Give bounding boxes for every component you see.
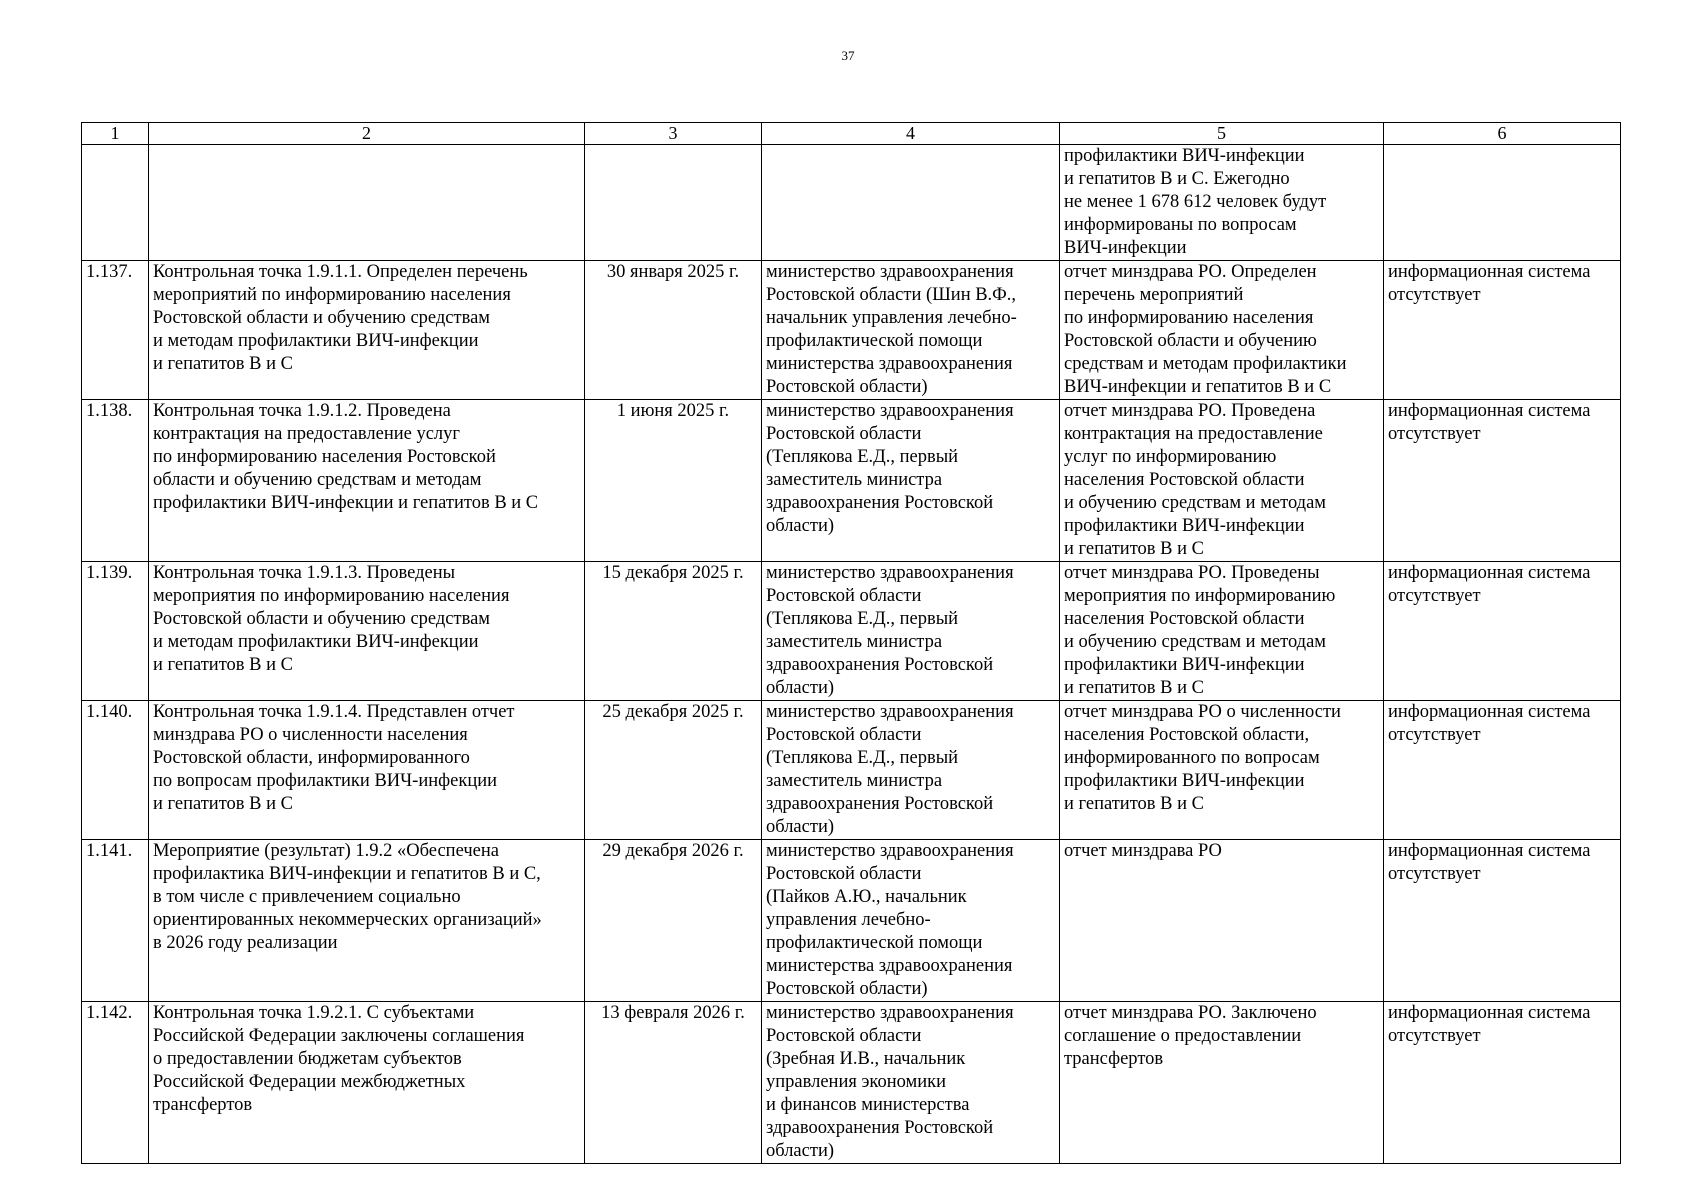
column-header: 3 [585, 123, 762, 145]
deadline-date: 29 декабря 2026 г. [585, 840, 762, 1002]
responsible-party: министерство здравоохранения Ростовской области (Теплякова Е.Д., первый заместитель министра здравоохранения Ростовской области) [762, 701, 1060, 840]
table-row [82, 400, 1621, 562]
activity-name: Контрольная точка 1.9.1.3. Проведены мероприятия по информированию населения Ростовской области и обучению средствам и методам профилактики ВИЧ-инфекции и гепатитов В и С [149, 562, 585, 701]
information-system: информационная система отсутствует [1384, 400, 1621, 562]
result-description: отчет минздрава РО. Проведены мероприятия по информированию населения Ростовской области и обучению средствам и методам профилактики ВИЧ-инфекции и гепатитов В и С [1060, 562, 1384, 701]
deadline-date: 15 декабря 2025 г. [585, 562, 762, 701]
column-header: 1 [82, 123, 149, 145]
activity-name: Контрольная точка 1.9.2.1. С субъектами Российской Федерации заключены соглашения о предоставлении бюджетам субъектов Российской Федерации межбюджетных трансфертов [149, 1002, 585, 1164]
row-number [82, 145, 149, 261]
deadline-date: 30 января 2025 г. [585, 261, 762, 400]
information-system: информационная система отсутствует [1384, 1002, 1621, 1164]
activities-table [81, 122, 1621, 1164]
row-number: 1.140. [82, 701, 149, 840]
responsible-party [762, 145, 1060, 261]
result-description: профилактики ВИЧ-инфекции и гепатитов В и С. Ежегодно не менее 1 678 612 человек будут информированы по вопросам ВИЧ-инфекции [1060, 145, 1384, 261]
responsible-party: министерство здравоохранения Ростовской области (Шин В.Ф., начальник управления лечебно- профилактической помощи министерства здравоохранения Ростовской области) [762, 261, 1060, 400]
information-system [1384, 145, 1621, 261]
activity-name: Контрольная точка 1.9.1.4. Представлен отчет минздрава РО о численности населения Ростовской области, информированного по вопросам профилактики ВИЧ-инфекции и гепатитов В и С [149, 701, 585, 840]
responsible-party: министерство здравоохранения Ростовской области (Теплякова Е.Д., первый заместитель министра здравоохранения Ростовской области) [762, 400, 1060, 562]
row-number: 1.139. [82, 562, 149, 701]
table-row [82, 840, 1621, 1002]
result-description: отчет минздрава РО [1060, 840, 1384, 1002]
column-header: 6 [1384, 123, 1621, 145]
table-row [82, 1002, 1621, 1164]
activity-name [149, 145, 585, 261]
information-system: информационная система отсутствует [1384, 562, 1621, 701]
column-header: 2 [149, 123, 585, 145]
result-description: отчет минздрава РО. Заключено соглашение о предоставлении трансфертов [1060, 1002, 1384, 1164]
information-system: информационная система отсутствует [1384, 840, 1621, 1002]
activity-name: Контрольная точка 1.9.1.2. Проведена контрактация на предоставление услуг по информированию населения Ростовской области и обучению средствам и методам профилактики ВИЧ-инфекции и гепатитов В и С [149, 400, 585, 562]
deadline-date: 13 февраля 2026 г. [585, 1002, 762, 1164]
result-description: отчет минздрава РО. Определен перечень мероприятий по информированию населения Ростовской области и обучению средствам и методам профилактики ВИЧ-инфекции и гепатитов В и С [1060, 261, 1384, 400]
column-header: 5 [1060, 123, 1384, 145]
page-number: 37 [841, 48, 855, 63]
activity-name: Контрольная точка 1.9.1.1. Определен перечень мероприятий по информированию населения Ростовской области и обучению средствам и методам профилактики ВИЧ-инфекции и гепатитов В и С [149, 261, 585, 400]
row-number: 1.142. [82, 1002, 149, 1164]
table-row [82, 562, 1621, 701]
responsible-party: министерство здравоохранения Ростовской области (Зребная И.В., начальник управления экономики и финансов министерства здравоохранения Ростовской области) [762, 1002, 1060, 1164]
responsible-party: министерство здравоохранения Ростовской области (Пайков А.Ю., начальник управления лечебно- профилактической помощи министерства здравоохранения Ростовской области) [762, 840, 1060, 1002]
row-number: 1.141. [82, 840, 149, 1002]
deadline-date: 25 декабря 2025 г. [585, 701, 762, 840]
activity-name: Мероприятие (результат) 1.9.2 «Обеспечена профилактика ВИЧ-инфекции и гепатитов В и С, в том числе с привлечением социально ориентированных некоммерческих организаций» в 2026 году реализации [149, 840, 585, 1002]
row-number: 1.137. [82, 261, 149, 400]
table-row [82, 701, 1621, 840]
column-header: 4 [762, 123, 1060, 145]
information-system: информационная система отсутствует [1384, 261, 1621, 400]
table-row [82, 261, 1621, 400]
result-description: отчет минздрава РО о численности населения Ростовской области, информированного по вопросам профилактики ВИЧ-инфекции и гепатитов В и С [1060, 701, 1384, 840]
deadline-date [585, 145, 762, 261]
deadline-date: 1 июня 2025 г. [585, 400, 762, 562]
table-header-row [82, 123, 1621, 145]
table-row [82, 145, 1621, 261]
row-number: 1.138. [82, 400, 149, 562]
information-system: информационная система отсутствует [1384, 701, 1621, 840]
result-description: отчет минздрава РО. Проведена контрактация на предоставление услуг по информированию населения Ростовской области и обучению средствам и методам профилактики ВИЧ-инфекции и гепатитов В и С [1060, 400, 1384, 562]
responsible-party: министерство здравоохранения Ростовской области (Теплякова Е.Д., первый заместитель министра здравоохранения Ростовской области) [762, 562, 1060, 701]
